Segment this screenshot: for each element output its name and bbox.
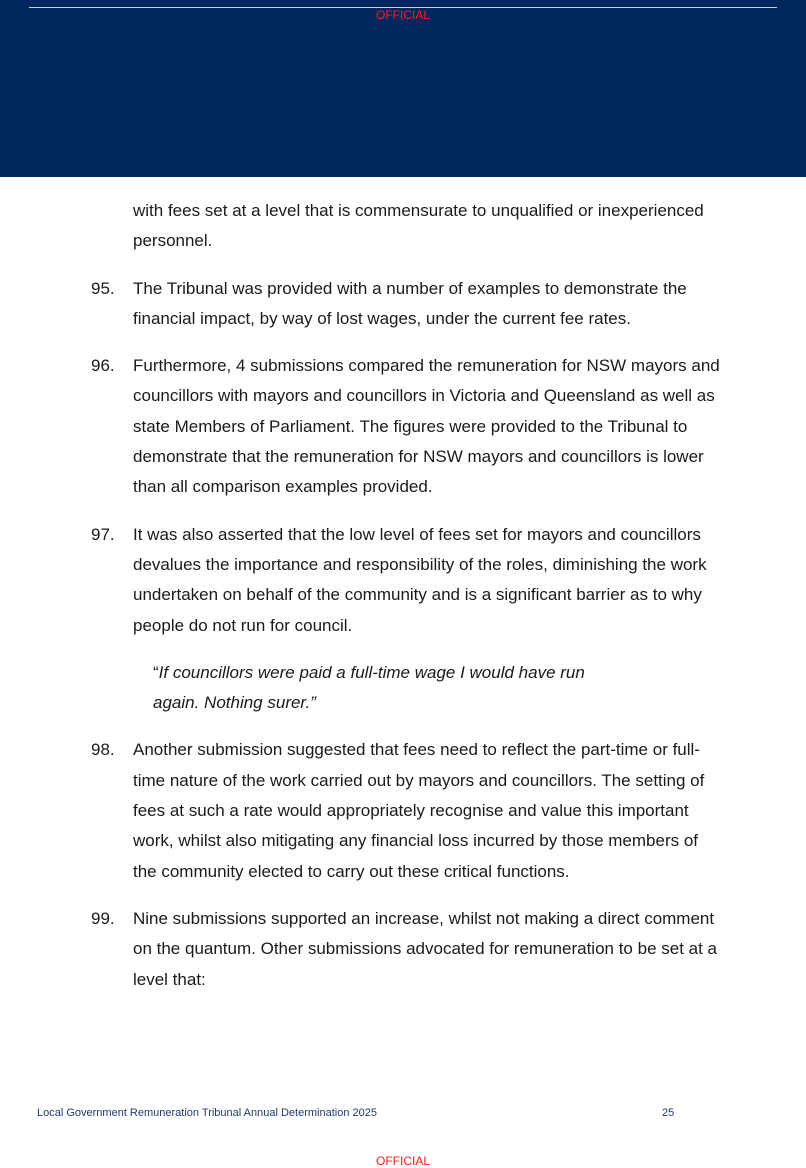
document-body bbox=[0, 196, 806, 1012]
paragraph-number: 99. bbox=[91, 908, 115, 928]
paragraph-99 bbox=[0, 904, 806, 995]
quote-open-mark: “ bbox=[153, 662, 159, 682]
quote-close-mark: ” bbox=[310, 693, 316, 713]
paragraph-number: 96. bbox=[91, 356, 115, 376]
paragraph-text: It was also asserted that the low level of fees set for mayors and councillors devalues the importance and responsibility of the roles, diminishing the work undertaken on behalf of the community and is a significant barrier as to why people do not run for council. bbox=[133, 524, 707, 635]
security-marking-top: OFFICIAL bbox=[375, 8, 430, 22]
page-number: 25 bbox=[662, 1107, 675, 1119]
paragraph-95 bbox=[0, 274, 806, 335]
paragraph-text: Furthermore, 4 submissions compared the remuneration for NSW mayors and councillors with mayors and councillors in Victoria and Queensland as well as state Members of Parliament. The figures were provided to the Tribunal to demonstrate that the remuneration for NSW mayors and councillors is lower than all comparison examples provided. bbox=[133, 356, 720, 497]
block-quote bbox=[153, 658, 623, 719]
quote-text: If councillors were paid a full-time wage I would have run again. Nothing surer. bbox=[153, 662, 585, 713]
paragraph-number: 95. bbox=[91, 278, 115, 298]
security-marking-bottom: OFFICIAL bbox=[375, 1154, 430, 1168]
paragraph-text: Nine submissions supported an increase, whilst not making a direct comment on the quantum. Other submissions advocated for remuneration to be set at a level that: bbox=[133, 908, 718, 989]
footer-title: Local Government Remuneration Tribunal Annual Determination 2025 bbox=[37, 1107, 377, 1119]
continued-paragraph: with fees set at a level that is commensurate to unqualified or inexperienced personnel. bbox=[133, 201, 704, 251]
paragraph-98 bbox=[0, 735, 806, 886]
paragraph-text: The Tribunal was provided with a number of examples to demonstrate the financial impact, by way of lost wages, under the current fee rates. bbox=[133, 278, 687, 328]
paragraph-96 bbox=[0, 351, 806, 502]
paragraph-97 bbox=[0, 520, 806, 641]
paragraph-text: Another submission suggested that fees need to reflect the part-time or full-time nature of the work carried out by mayors and councillors. The setting of fees at such a rate would appropriately recognise and value this important work, whilst also mitigating any financial loss incurred by those members of the community elected to carry out these critical functions. bbox=[133, 740, 705, 881]
paragraph-number: 97. bbox=[91, 524, 115, 544]
header-band bbox=[0, 0, 806, 177]
paragraph-number: 98. bbox=[91, 740, 115, 760]
